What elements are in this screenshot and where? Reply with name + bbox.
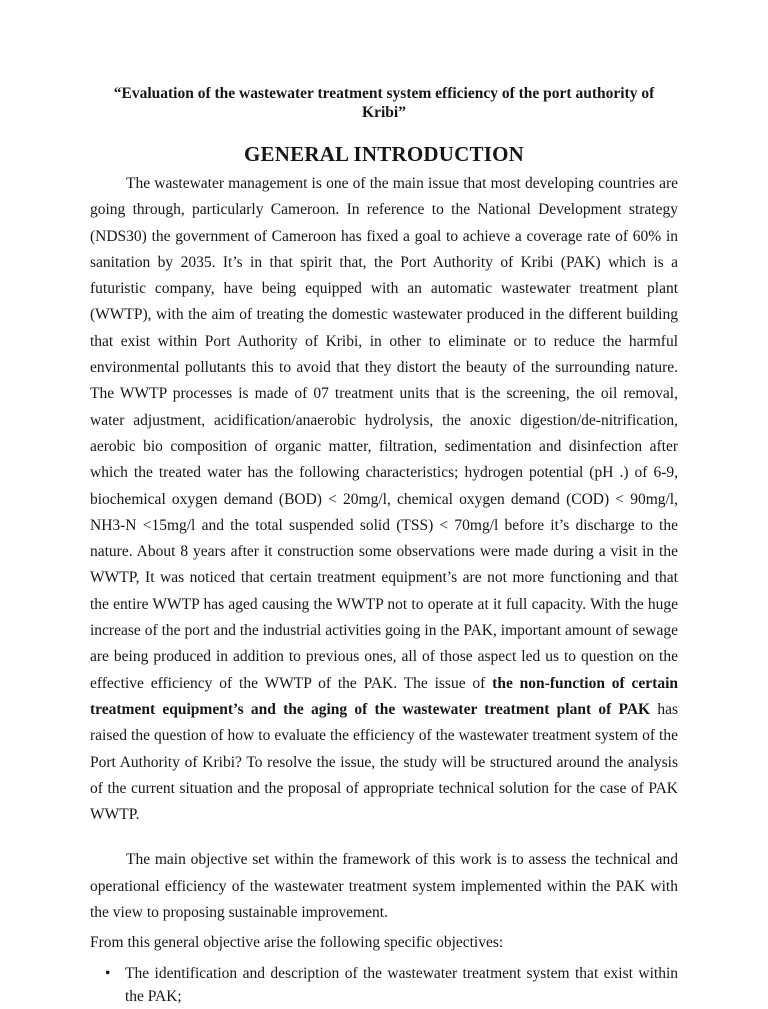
paragraph (90, 847, 678, 926)
paragraph-text: The wastewater management is one of the main issue that most developing countries are going through, particularly Cameroon. In reference to the National Development strategy (NDS30) the government of Cameroon has fixed a goal to achieve a coverage rate of 60% in sanitation by 2035. It’s in that spirit that, the Port Authority of Kribi (PAK) which is a futuristic company, have being equipped with an automatic wastewater treatment plant (WWTP), with the aim of treating the domestic wastewater produced in the different building that exist within Port Authority of Kribi, in other to eliminate or to reduce the harmful environmental pollutants this to avoid that they distort the beauty of the surrounding nature. The WWTP processes is made of 07 treatment units that is the screening, the oil removal, water adjustment, acidification/anaerobic hydrolysis, the anoxic digestion/de-nitrification, aerobic bio composition of organic matter, filtration, sedimentation and disinfection after which the treated water has the following characteristics; hydrogen potential (pH .) of 6-9, biochemical oxygen demand (BOD) < 20mg/l, chemical oxygen demand (COD) < 90mg/l, NH3-N <15mg/l and the total suspended solid (TSS) < 70mg/l before it’s discharge to the nature. About 8 years after it construction some observations were made during a visit in the WWTP, It was noticed that certain treatment equipment’s are not more functioning and that the entire WWTP has aged causing the WWTP not to operate at it full capacity. With the huge increase of the port and the industrial activities going in the PAK, important amount of sewage are being produced in addition to previous ones, all of those aspect led us to question on the effective efficiency of the WWTP of the PAK. The issue of (90, 175, 678, 692)
objective-text: The identification and description of the wastewater treatment system that exist within the PAK; (125, 964, 678, 1006)
paragraph (90, 171, 678, 828)
paragraph-text: From this general objective arise the following specific objectives: (90, 934, 504, 952)
paragraph-text: The main objective set within the framework of this work is to assess the technical and operational efficiency of the wastewater treatment system implemented within the PAK with the view to proposing sustainable improvement. (90, 851, 678, 922)
paragraph (90, 930, 678, 956)
paragraph-bold-text: the non-function of certain treatment equipment’s and the aging of the wastewater treatment plant of PAK (90, 674, 678, 718)
bullet-icon: • (105, 964, 111, 982)
objectives-list (90, 962, 678, 1009)
paragraph-container (90, 171, 678, 957)
document-title: “Evaluation of the wastewater treatment system efficiency of the port authority of Kribi” (113, 85, 655, 121)
section-heading: GENERAL INTRODUCTION (244, 142, 524, 166)
paragraph-text: has raised the question of how to evaluate the efficiency of the wastewater treatment system of the Port Authority of Kribi? To resolve the issue, the study will be structured around the analysis of the current situation and the proposal of appropriate technical solution for the case of PAK WWTP. (90, 700, 678, 824)
objective-item (105, 962, 678, 1009)
